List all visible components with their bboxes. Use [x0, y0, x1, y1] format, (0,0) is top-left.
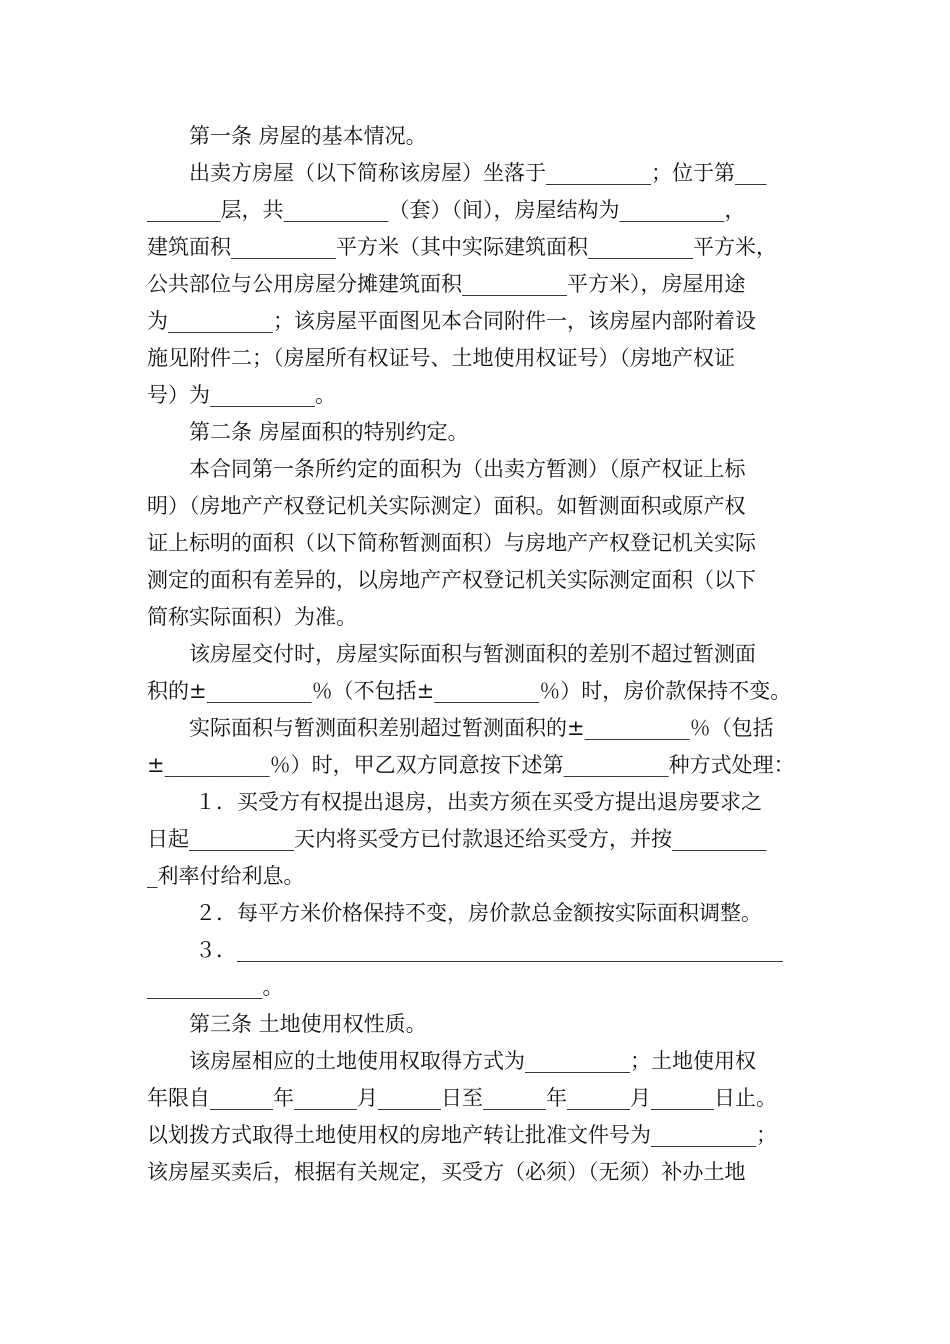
article-3-line: 年限自______年______月______日至______年______月______日止。	[147, 1086, 777, 1110]
article-3-line: 以划拨方式取得土地使用权的房地产转让批准文件号为__________；	[147, 1123, 777, 1147]
article-2-line: 实际面积与暂测面积差别超过暂测面积的±__________％（包括	[189, 716, 774, 740]
article-3-heading: 第三条 土地使用权性质。	[189, 1012, 427, 1036]
article-1-line: 号）为__________。	[147, 383, 336, 407]
article-2-line: 本合同第一条所约定的面积为（出卖方暂测）（原产权证上标	[189, 457, 746, 481]
article-1-heading: 第一条 房屋的基本情况。	[189, 124, 427, 148]
article-2-line: ±__________％）时，甲乙双方同意按下述第__________种方式处理：	[147, 753, 795, 777]
article-1-line: 出卖方房屋（以下简称该房屋）坐落于__________；位于第___	[189, 161, 767, 185]
article-1-line: 施见附件二；（房屋所有权证号、土地使用权证号）（房地产权证	[147, 346, 735, 370]
article-1-line: 建筑面积__________平方米（其中实际建筑面积__________平方米，	[147, 235, 777, 259]
option-3-line: ３．____________________________________________________	[195, 938, 783, 962]
option-3-line: ___________。	[147, 975, 284, 999]
article-2-line: 明）（房地产产权登记机关实际测定）面积。如暂测面积或原产权	[147, 494, 746, 518]
article-3-line: 该房屋买卖后，根据有关规定，买受方（必须）（无须）补办土地	[147, 1160, 746, 1184]
article-3-line: 该房屋相应的土地使用权取得方式为__________；土地使用权	[189, 1049, 756, 1073]
article-2-line: 积的±__________％（不包括±__________％）时，房价款保持不变。	[147, 679, 792, 703]
article-1-line: _______层，共__________（套）（间），房屋结构为__________，	[147, 198, 746, 222]
article-2-line: 该房屋交付时，房屋实际面积与暂测面积的差别不超过暂测面	[189, 642, 756, 666]
article-2-line: 简称实际面积）为准。	[147, 605, 357, 629]
article-2-line: 证上标明的面积（以下简称暂测面积）与房地产产权登记机关实际	[147, 531, 756, 555]
article-2-line: 测定的面积有差异的，以房地产产权登记机关实际测定面积（以下	[147, 568, 756, 592]
article-1-line: 为__________；该房屋平面图见本合同附件一，该房屋内部附着设	[147, 309, 756, 333]
contract-text	[147, 118, 809, 1191]
option-2-line: ２．每平方米价格保持不变，房价款总金额按实际面积调整。	[195, 901, 762, 925]
article-1-line: 公共部位与公用房屋分摊建筑面积__________平方米），房屋用途	[147, 272, 746, 296]
option-1-line: _利率付给利息。	[147, 864, 305, 888]
option-1-line: 日起__________天内将买受方已付款退还给买受方，并按_________	[147, 827, 767, 851]
option-1-line: １．买受方有权提出退房，出卖方须在买受方提出退房要求之	[195, 790, 762, 814]
article-2-heading: 第二条 房屋面积的特别约定。	[189, 420, 469, 444]
